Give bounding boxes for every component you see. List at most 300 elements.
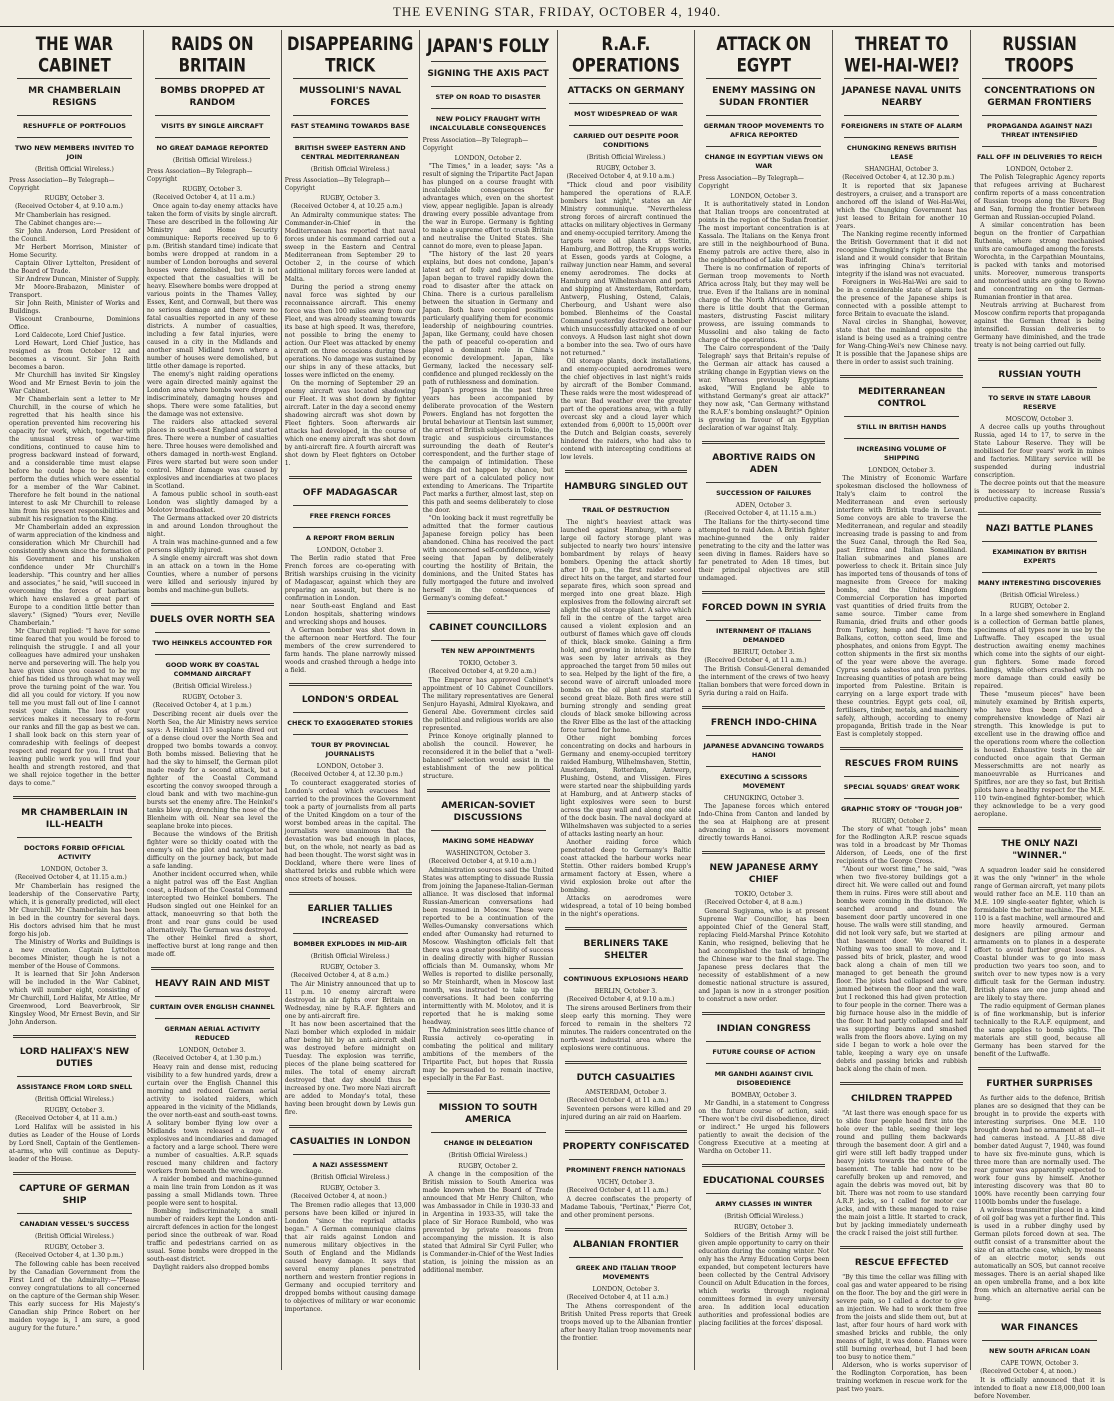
dateline: TOKIO, October 3. [459,660,518,667]
column-4 [420,30,558,1370]
rule [155,115,270,116]
article [9,32,140,788]
sub-headline: GREEK AND ITALIAN TROOP MOVEMENTS [575,1264,677,1281]
dateline: AMSTERDAM, October 3. [585,1089,667,1096]
paragraph: Captain Oliver Lyttelton, President of the Board of Trade. [9,260,140,275]
paragraph: Naval circles in Shanghai, however, state that the mainland opposite the island is being used as a training centre for Wang-Ching-Wei's new Chinese navy. It is possible that the Japanese ships are there in order to assist such training. [836,319,968,366]
dateline: CHUNGKING, October 3. [723,795,804,802]
rule [706,1063,821,1064]
article [423,1091,554,1275]
sub-headline: FREE FRENCH FORCES [309,512,391,520]
paragraph: The Bremen radio alleges that 13,000 persons have been killed or injured in London "since the reprisal attacks began." A German communique claims that air raids against London and numerous military objectives in the South of England and the Midlands caused heavy damage. It says that several enemy planes penetrated northern and western frontier regions in Germany and occupied territory and dropped bombs without causing damage to objectives of military or war economic importance. [284,1202,416,1313]
copyright-line: Press Association—By Telegraph—Copyright [146,168,253,183]
received-time: (Received October 4, at 9.10 a.m.) [428,858,537,865]
paragraph: The Germans attacked over 20 districts in and around London throughout the night. [146,515,278,538]
sub-headline: SIGNING THE AXIS PACT [427,69,549,79]
dateline: LONDON, October 3. [316,547,384,554]
paragraph: The Air Ministry announced that up to 11 p.m. 10 enemy aircraft were destroyed in air fights over Britain on Wednesday, nine by R.A.F. fighters and one by anti-aircraft fire. [284,981,416,1020]
article [836,375,967,739]
paragraph: Oil storage plants, dock installations, and enemy-occupied aerodromes were the chief objectives in last night's raids by aircraft of the Bomber Command. These raids were the most widespread of the war. Bad weather over the greater part of the operations area, with a fully overcast sky and a cloud layer which extended from 6,000ft to 15,000ft over the Dutch and Belgian coasts, severely hindered the raiders, who had also to contend with intercepting conditions at low levels. [560,358,692,461]
article [284,32,416,468]
sub-headline: RESCUES FROM RUINS [844,759,959,769]
sub-headline: EXAMINATION BY BRITISH EXPERTS [992,548,1087,565]
article [423,789,554,1083]
source-credit: (British Official Wireless.) [35,1096,114,1103]
dateline: RUGBY, October 2. [871,818,932,825]
sub-headline: FALL OFF IN DELIVERIES TO REICH [977,153,1103,161]
sub-headline: FORCED DOWN IN SYRIA [701,603,826,613]
sub-headline: DOCTORS FORBID OFFICIAL ACTIVITY [24,844,125,861]
column-headline: ATTACK ON EGYPT [716,32,812,77]
paragraph: Another incident occurred when, while a night patrol was off the East Anglian coast, a Hudson of the Coastal Command intercepted two Heinkel bombers. The Hudson singled out one Heinkel for an attack, manoeuvring so that both the front and rear guns could be used alternatively. The German was destroyed. The other Heinkel fired a short, ineffective burst at long range and then made off. [146,871,278,958]
article [698,32,830,433]
rule [17,137,132,138]
sub-headline: RUSSIAN YOUTH [998,370,1081,380]
column-1 [6,30,144,1370]
dateline: MOSCOW, October 3. [1005,416,1074,423]
sub-headline: NEW POLICY FRAUGHT WITH INCALCULABLE CONSEQUENCES [429,115,547,132]
dateline: SHANGHAI, October 3. [864,166,939,173]
dateline: RUGBY, October 3. [320,1185,381,1192]
sub-headline: CONCENTRATIONS ON GERMAN FRONTIERS [984,86,1095,108]
paragraph: Mr Chamberlain added an expression of warm appreciation of the kindness and consideration which Mr Churchill had consistently shown since the formation of his Government and his unshaken confidence under Mr Churchill's leadership. "This country and her allies and associates," he said, "will succeed in overcoming the forces of barbarism which have enslaved a great part of Europe to a condition little better than slavery." (Signed) "Yours ever, Neville Chamberlain." [9,524,140,627]
received-time: (Received October 4, at 11 a.m.) [566,1097,669,1104]
sub-headline: NO GREAT DAMAGE REPORTED [156,144,269,152]
sub-headline: TWO HEINKELS ACCOUNTED FOR [152,639,273,647]
article [9,1035,140,1164]
sub-headline: STEP ON ROAD TO DISASTER [435,93,541,101]
paragraph: Mr Chamberlain sent a letter to Mr Churchill, in the course of which he regretted that his health since his operation prevented him recovering his capacity for work, which, together with the unusual stress of war-time conditions, continued to cause him to progress backward instead of forward, and a considerable time must elapse before he could hope to be able to perform the duties which were essential for a member of the War Cabinet. Therefore he felt bound in the national interest to ask Mr Churchill to release him from his present responsibilities and submit his resignation to the King. [9,396,140,523]
received-time: (Received October 4, at 1 p.m.) [152,702,252,709]
paragraph: A train was machine-gunned and a few persons slightly injured. [146,539,278,554]
received-time: (Received October 4, at 11 a.m.) [566,1187,669,1194]
article [974,1067,1105,1303]
paragraph: Lord Hewart, Lord Chief Justice, has resigned as from October 12 and becomes a viscount. Sir John Reith becomes a baron. [9,340,140,371]
dateline: RUGBY, October 3. [44,195,105,202]
sub-headline: BOMBER EXPLODES IN MID-AIR [293,940,408,948]
article-divider [702,441,825,444]
article-divider [978,1067,1101,1070]
dateline: LONDON, October 2. [1006,166,1073,173]
received-time: (Received October 4, at noon.) [980,1368,1077,1375]
received-time: (Received October 4, at 11 a.m.) [566,1294,669,1301]
sub-headline: NEW SOUTH AFRICAN LOAN [989,1347,1091,1355]
article-divider [702,1164,825,1167]
article [147,603,278,959]
article [285,683,416,884]
dateline: BEIRUT, October 3. [732,649,795,656]
sub-headline: FOREIGNERS IN STATE OF ALARM [841,122,963,130]
copyright-line: Press Association—By Telegraph—Copyright [9,177,115,192]
paragraph: Sir John Reith, Minister of Works and Buildings. [9,300,140,315]
rule [17,1076,132,1077]
sub-headline: PROMINENT FRENCH NATIONALS [566,1166,686,1174]
paragraph: Another raiding force which penetrated deep to Germany's Baltic coast attacked the harbour works near Stettin. Other raiders bombed Krupp's armament factory at Essen, where a vivid explosion broke out after the bombing. [560,839,692,894]
rule [569,1257,684,1258]
rule [569,968,684,969]
paragraph: Lord Caldecote, Lord Chief Justice. [15,332,126,339]
rule [844,776,959,777]
paragraph: It is learned that Sir John Anderson will be included in the War Cabinet, which will number eight, consisting of Mr Churchill, Lord Halifax, Mr Attlee, Mr Greenwood, Lord Beaverbrook, Sir Kingsley Wood, Mr Ernest Bevin, and Sir John Anderson. [9,971,140,1026]
sub-headline: BERLINERS TAKE SHELTER [583,939,669,961]
paragraph: A similar concentration has been begun on the frontier of Carpathian Ruthenia, where strong mechanised units are camouflaged among the forests. Worochta, in the Carpathian Mountains, is packed with tanks and motorised units. Moreover, numerous transports and motorised units are going to Rowno and concentrating on the German-Rumanian frontier in that area. [974,222,1105,301]
paragraph: Administration sources said the United States was attempting to dissuade Russia from joining the Japanese-Italian-German alliance. It was disclosed that informal Russian-American conversations had been resumed in Moscow. These were reported to be a continuation of the Welles-Oumansky conversations which ended after Oumansky had returned to Moscow. Washington officials felt that there was a greater possibility of success in dealing directly with higher Russian officials than M. Oumansky, whom Mr Welles is reported to dislike personally, so Mr Steinhardt, when in Moscow last month, was instructed to take up the conversations. It had been conferring intermittently with M. Molotov, and it is reported that he is making some headway. [422,867,554,1026]
paragraph: Foreigners in Wei-Hai-Wei are said to be in a considerable state of alarm lest the presence of the Japanese ships is connected with a possible attempt to force Britain to evacuate the island. [836,279,968,318]
paragraph: Bombing indiscriminately, a small number of raiders kept the London anti-aircraft defences in action for the longest period since the outbreak of war. Road traffic and pedestrians carried on as usual. Some bombs were dropped in the south-east district. [146,1208,278,1263]
rule [982,115,1097,116]
sub-headline: HEAVY RAIN AND MIST [155,979,270,989]
column-headline: DISAPPEARING TRICK [287,32,414,77]
article [285,476,416,675]
dateline: LONDON, October 3. [178,1047,246,1054]
article [146,32,278,595]
article [836,747,967,1074]
column-8 [971,30,1108,1400]
rule [293,712,408,713]
article [423,611,554,781]
paragraph: Describing recent air duels over the North Sea, the Air Ministry news service says: A Heinkel 115 seaplane dived out of a dense cloud over the North Sea and dropped two bombs towards a convoy. Both bombs missed. Believing that he had the sky to himself, the German pilot made ready for a second attack, but a fighter of the Coastal Command escorting the convoy swooped through a cloud bank and with two machine-gun bursts set the enemy afire. The Heinkel's tanks blew up, drenching the nose of the Blenheim with oil. Near sea level the seaplane broke into pieces. [146,711,278,830]
sub-headline: RESCUE EFFECTED [854,1258,949,1268]
sub-headline: GERMAN TROOP MOVEMENTS TO AFRICA REPORTED [703,122,825,139]
sub-headline: FRENCH INDO-CHINA [710,718,817,728]
rule [155,632,270,633]
sub-headline: ATTACKS ON GERMANY [567,86,685,96]
article [974,512,1105,819]
article [698,591,829,698]
paragraph: The Berlin radio stated that Free French forces are co-operating with British warships cruising in the vicinity of Madagascar, against which they are preparing an assault, but there is no confirmation in London. [284,555,416,602]
sub-headline: DUTCH CASUALTIES [576,1073,676,1083]
rule [155,137,270,138]
paragraph: To counteract exaggerated stories of London's ordeal which evacuees had carried to the provinces the Government took a party of journalists from all parts of the United Kingdom on a tour of the worst bombed areas in the capital. The journalists were unanimous that the devastation was bad enough in places, but, on the whole, not nearly as bad as had been thought. The worst sight was in Dockland, where there were lines of shattered bricks and rubble which were once streets of houses. [284,780,416,883]
rule [569,78,684,79]
sub-headline: CASUALTIES IN LONDON [289,1137,411,1147]
paragraph: The radio equipment of German planes is of fine workmanship, but is inferior technically to the R.A.F. equipment, and the same applies to bomb sights. The materials are still good, because all Germany has been starved for the benefit of the Luftwaffe. [974,1003,1105,1058]
paragraph: A change in the composition of the British mission to South America was made known when the Board of Trade announced that Mr Henry Chilton, who was Ambassador in Chile in 1930-33 and in Argentina in 1933-35, will take the place of Sir Horace Rumbold, who was prevented by private reasons from accompanying the mission. It is also stated that Admiral Sir Cyril Fuller, who is Commander-in-Chief of the West Indies station, is joining the mission as an additional member. [422,1171,554,1274]
sub-headline: ALBANIAN FRONTIER [573,1240,679,1250]
sub-headline: EDUCATIONAL COURSES [702,1176,825,1186]
rule [982,572,1097,573]
paragraph: Heavy rain and dense mist, reducing visibility to a few hundred yards, drew a curtain over the English Channel this morning and reduced German aerial activity to isolated raiders, which appeared in the vicinity of the Midlands, the over north-east and south-east towns. A solitary bomber flying low over a Midlands town released a row of explosives and incendiaries and damaged a factory and a large school. There were a number of casualties. A.R.P. squads rescued many children and factory workers from beneath the wreckage. [146,1064,278,1175]
article-divider [565,927,688,930]
article [974,32,1105,350]
article-divider [151,967,274,970]
sub-headline: INCREASING VOLUME OF SHIPPING [856,445,947,462]
rule [431,108,546,109]
article-divider [840,747,963,750]
article [698,1164,829,1328]
rule [569,125,684,126]
paragraph: "About our worst time," he said, "was when two five-storey buildings got a direct hit. We were called out and found them in ruins. Fires were still about and bombs were coming in the distance. We searched around and found the basement door partly uncovered in one house. The walls were still standing, and did not look very safe, but we started at that basement door. We cleared it. Nothing was too small to move, and I passed bits of brick, plaster, and wood back along a chain of men till we managed to get beneath the ground floor. The joists had collapsed and were jammed between the floor and the wall, but I reckoned this had given protection to four people in the corner. There was a big furnace house also in the middle of the floor. It had partly collapsed and half was supporting beams and smashed walls from the floors above. Lying on my side I began to work a hole over the table, keeping a wary eye on unsafe debris and passing bricks and rubbish back along the chain of men. [836,866,968,1073]
sub-headline: FAST STEAMING TOWARDS BASE [290,122,410,130]
sub-headline: TOUR BY PROVINCIAL JOURNALISTS [310,741,390,758]
paragraph: The following cable has been received by the Canadian Government from the First Lord of the Admiralty:—"Please convey congratulations to all concerned on the capture of the German ship Weser. This early success for His Majesty's Canadian ship Prince Robert on her maiden voyage is, I am sure, a good augury for the future." [9,1261,140,1332]
article-divider [978,827,1101,830]
paragraph: Prince Konoye originally planned to abolish the council. However, he reconsidered it in the belief that a "well-balanced" selection would assist in the establishment of the new political structure. [422,733,554,780]
article [561,1228,692,1343]
paragraph: Mr Chamberlain has resigned the leadership of the Conservative Party, which, it is generally predicted, will elect Mr Churchill. Mr Chamberlain has been in bed in the country for several days. His doctors advised him that he must forgo his job. [9,883,140,938]
dateline: TOKIO, October 3. [734,891,793,898]
sub-headline: EARLIER TALLIES INCREASED [307,904,393,926]
paragraph: "On looking back it must regretfully be admitted that the former cautious Japanese foreign policy has been abandoned. China has received the pact with unconcerned self-confidence, wisely seeing that Japan by deliberately courting the hostility of Britain, the dominions, and the United States has fully mortgaged the future and involved herself in the consequences of Germany's coming defeat." [422,515,554,602]
rule [982,78,1097,79]
sub-headline: MR CHAMBERLAIN IN ILL-HEALTH [21,808,128,830]
paragraph: The Italians for the thirty-second time attempted to raid Aden. A British fighter machine-gunned the only raider penetrating to the city and the latter was seen diving in flames. Raiders have so far penetrated to Aden 18 times, but their principal objectives are still undamaged. [698,519,830,582]
sub-headline: DUELS OVER NORTH SEA [149,615,275,625]
paragraph: On the morning of September 29 an enemy aircraft was located shadowing our Fleet. It was shot down by fighter aircraft. Later in the day a second enemy shadowing aircraft was shot down by Fleet fighters. Soon afterwards air attacks had developed, in the course of which one enemy aircraft was shot down by anti-aircraft fire. A fourth aircraft was shot down by Fleet fighters on October 1. [284,380,416,467]
sub-headline: MR GANDHI AGAINST CIVIL DISOBEDIENCE [714,1070,814,1087]
rule [17,1213,132,1214]
column-6 [695,30,833,1370]
paragraph: The story of what "tough jobs" mean for the Rodlington A.R.P. rescue squads was told in a broadcast by Mr Thomas Alderson, of Leeds, one of the first recipients of the George Cross. [836,826,968,865]
paragraph: Mr Churchill has invited Sir Kingsley Wood and Mr Ernest Bevin to join the War Cabinet. [9,372,140,395]
sub-headline: RESHUFFLE OF PORTFOLIOS [22,122,126,130]
sub-headline: CHILDREN TRAPPED [851,1094,953,1104]
rule [155,78,270,79]
paragraph: Once again to-day enemy attacks have taken the form of visits by single aircraft. These are described in the following Air Ministry and Home Security communique: Reports received up to 6 p.m. (British standard time) indicate that bombs were dropped at random in a number of London boroughs and several houses were demolished, but it is not expected that the casualties will be heavy. Elsewhere bombs were dropped at various points in the Thames Valley, Essex, Kent, and Cornwall, but there was no serious damage and there were no fatal casualties reported in any of these districts. A number of casualties, including a few fatal injuries, were caused in a city in the Midlands and another small Midland town where a number of houses were demolished, but little other damage is reported. [146,203,278,370]
paragraph: A famous public school in south-east London was slightly damaged by a Molotov breadbasket. [146,491,278,514]
sub-headline: CHANGE IN EGYPTIAN VIEWS ON WAR [704,153,824,170]
paragraph: The Ministry of Economic Warfare spokesman disclosed the hollowness of Italy's claim to control the Mediterranean and even seriously interfere with British trade in Levant. Some convoys are able to traverse the Mediterranean, and regular and steadily increasing trade is passing to and from the Suez Canal, through the Red Sea, past Eritrea and Italian Somaliland. Italian submarines and planes are powerless to check it. Britain since July has imported tens of thousands of tons of magnesite from Greece for making bombs, and the United Kingdom Commercial Corporation has imported vast quantities of dried fruits from the same source. Timber came from Rumania, dried fruits and other goods from Turkey, hemp and flax from the Balkans, cotton, cotton seed, lime and phosphates, and onions from Egypt. The cotton shipments in the first six months of the year were above the average. Cyprus sends asbestos and iron pyrites. Increasing quantities of potash are being imported from Palestine. Britain is carrying on a large export trade with these countries. Egypt gets coal, oil, fertilisers, timber, metals, and machinery safely, although, according to enemy propaganda, British trade in the Near East is completely stopped. [836,475,968,738]
article [974,358,1105,504]
source-credit: (British Official Wireless.) [724,1213,804,1220]
article-divider [702,1012,825,1015]
article-divider [427,611,550,614]
article [285,1125,416,1314]
sub-headline: LORD HALIFAX'S NEW DUTIES [19,1047,130,1069]
dateline: RUGBY, October 3. [44,1244,105,1251]
sub-headline: FUTURE COURSE OF ACTION [712,1048,816,1056]
received-time: (Received October 4, at 11.15 a.m.) [15,874,127,881]
article-divider [289,476,412,479]
rule [844,438,959,439]
dateline: LONDON, October 3. [868,467,936,474]
paragraph: The British Consul-General demanded the internment of the crews of two heavy Italian bombers that were forced down in Syria during a raid on Haifa. [698,666,830,697]
rule [293,505,408,506]
paragraph: The Cabinet changes are:— [15,220,102,227]
column-7 [833,30,971,1393]
sub-headline: CHUNGKING RENEWS BRITISH LEASE [846,144,957,161]
sub-headline: NEW JAPANESE ARMY CHIEF [709,863,819,885]
sub-headline: BOMBS DROPPED AT RANDOM [160,86,265,108]
received-time: (Received October 4, at 9.20 a.m.) [428,668,537,675]
sub-headline: PROPERTY CONFISCATED [562,1142,690,1152]
received-time: (Received October 4, at 11 a.m.) [704,657,807,664]
rule [706,620,821,621]
dateline: RUGBY, October 3. [320,964,381,971]
paragraph: It is officially announced that it is intended to float a new £18,000,000 loan before November. [974,1377,1105,1400]
source-credit: (British Official Wireless.) [172,683,252,690]
dateline: CAPE TOWN, October 3. [1000,1360,1079,1367]
dateline: BOMBAY, October 3. [731,1092,797,1099]
paragraph: The Emperor has approved Cabinet's appointment of 10 Cabinet Councillors. The military representatives are General Senjuro Hayashi, Admiral Kiyokawa, and General Abe. Government circles said the political and religious worlds are also represented. [422,677,554,732]
sub-headline: JAPANESE ADVANCING TOWARDS HANOI [703,742,825,759]
article-divider [427,789,550,792]
article [698,851,829,1004]
article-divider [565,1228,688,1231]
rule [155,996,270,997]
rule [431,61,546,62]
column-5 [558,30,696,1370]
rule [569,1159,684,1160]
sub-headline: CHANGE IN DELEGATION [443,1139,533,1147]
sub-headline: CARRIED OUT DESPITE POOR CONDITIONS [573,132,679,149]
sub-headline: TEN NEW APPOINTMENTS [441,647,535,655]
rule [431,640,546,641]
rule [293,78,408,79]
rule [431,86,546,87]
paragraph: Mr Churchill replied: "I have for some time feared that you would be forced to relinquish the struggle. I and all your colleagues have admired your unshaken nerve and persevering will. The help you have given since you ceased to be my chief has tided us through what may well prove the turning point of the war. You did all you could for victory. If you now tell me you must fall out of line I cannot resist your claim. The loss of your services makes it necessary to re-form our ranks and fill the gap as best we can. I shall look back on this stern year of comradeship with feelings of deepest respect and regard for you. I trust that leaving public work you will find your health and strength restored, and that we shall rejoice together in the better days to come." [9,628,140,787]
dateline: RUGBY, October 3. [320,195,381,202]
source-credit: (British Official Wireless.) [310,166,390,173]
paragraph: "By this time the cellar was filling with coal gas and water appeared to be rising on the floor. The boy and the girl were in severe pain, so I called a doctor to give an injection. We had to work them free from the joists and slide them out, but at last, after four hours of hard work with smashed bricks and rubble, the only means of light, it was done. Flames were still burning overhead, but I had been too busy to notice them." [836,1274,968,1361]
column-headline: THREAT TO WEI-HAI-WEI? [844,32,960,77]
sub-headline: EXECUTING A SCISSORS MOVEMENT [720,773,808,790]
sub-headline: AMERICAN-SOVIET DISCUSSIONS [441,801,535,823]
article [561,927,692,1053]
masthead: THE EVENING STAR, FRIDAY, OCTOBER 4, 1940. [0,4,1114,27]
sub-headline: NAZI BATTLE PLANES [985,524,1094,534]
paragraph: "The Times," in a leader, says: "As a result of signing the Tripartite Pact Japan has plunged on a course fraught with incalculable consequences for advantages which, even on the shortest view, appear negligible. Japan is already drawing every possible advantage from the war in Europe. Germany is fighting to make a supreme effort to crush Britain and neutralise the United States. She cannot do more, even to please Japan. [422,163,554,250]
rule [844,416,959,417]
dateline: LONDON, October 3. [592,1286,660,1293]
received-time: (Received October 4, at 1.30 p.m.) [152,1055,262,1062]
article [560,32,692,462]
article-divider [289,892,412,895]
dateline: RUGBY, October 3. [596,165,656,172]
copyright-line: Press Association—By Telegraph—Copyright [698,175,804,190]
article [836,1082,967,1238]
article [698,441,829,583]
sub-headline: THE ONLY NAZI "WINNER." [1001,839,1078,861]
paragraph: A decree confiscates the property of Madame Tabouis, "Pertinax," Pierre Cot, and other prominent persons. [560,1196,692,1219]
article-divider [978,1311,1101,1314]
paragraph: near South-east England and East London hospitals, shattering windows and wrecking shops and houses. [284,603,416,626]
dateline: RUGBY, October 3. [733,1224,794,1231]
paragraph: General Sugiyama, who is at present Supreme War Councillor, has been appointed Chief of the General Staff, replacing Field-Marshal Prince Kotohito Kanin, who resigned, believing that he had accomplished the task of bringing the Chinese war to the final stage. The Japanese press declares that the necessity of establishment of a new domestic national structure is assured, and Japan is now in a stronger position to construct a new order. [698,908,830,1003]
column-headline: RAIDS ON BRITAIN [171,32,254,77]
sub-headline: ENEMY MASSING ON SUDAN FRONTIER [712,86,816,108]
article [561,1130,692,1220]
dateline: VICHY, October 3. [597,1179,655,1186]
paragraph: The night's heaviest attack was launched against Hamburg, where a large oil factory storage plant was subjected to nearly two hours' intensive bombardment by relays of heavy bombers. Opening the attack shortly after 10 p.m., the first raider scored direct hits on the target, and started four separate fires, which soon spread and merged into one great blaze. High explosives from the following aircraft set alight the oil storage plant. A salvo which fell in the centre of the target area caused a violent explosion and an outburst of flames which gave off clouds of thick, black smoke. Gaining a firm hold, and growing in intensity, this fire was seen by later arrivals as they approached the target from 50 miles out to sea. Helped by the light of the fire, a second wave of aircraft unloaded more bombs on the oil plant and started a second great blaze. Both fires were still burning strongly and sending great clouds of black smoke billowing across the River Elbe as the last of the attacking force turned for home. [560,519,692,734]
dateline: LONDON, October 3. [316,763,384,770]
copyright-line: Press Association—By Telegraph—Copyright [422,137,529,152]
article-divider [978,358,1101,361]
rule [17,78,132,79]
dateline: ADEN, October 3. [735,502,792,509]
paragraph: A decree calls up youths throughout Russia, aged 14 to 17, to serve in the State Labour Reserve. They will be mobilised for four years' work in mines and factories. Military service will be suspended during industrial conscription. [974,424,1105,479]
sub-headline: GRAPHIC STORY OF "TOUGH JOB" [840,805,963,813]
paragraph: It is reported that six Japanese destroyers, a cruiser, and a transport are anchored off the island of Wei-Hai-Wei, which the Chungking Government has just leased to Britain for another 10 years. [836,183,968,230]
article [285,892,416,1117]
source-credit: (British Official Wireless.) [310,1174,390,1181]
sub-headline: MISSION TO SOUTH AMERICA [438,1103,538,1125]
paragraph: An Admiralty communique states: The Commander-in-Chief in the Mediterranean has reported that naval forces under his command carried out a sweep in the Eastern and Central Mediterranean from September 29 to October 2, in the course of which additional military forces were landed at Malta. [284,212,416,283]
column-headline: THE WAR CABINET [35,32,114,77]
rule [293,933,408,934]
article [974,1311,1105,1401]
dateline: RUGBY, October 2. [1009,603,1070,610]
received-time: (Received October 4, at 1.30 p.m.) [15,1252,124,1259]
rule [17,837,132,838]
paragraph: The raiders also attacked several places in south-east England and started fires. There were a number of casualties here. Three houses were demolished and others damaged in north-west England. Fires were started but were soon under control. Minor damage was caused by explosives and incendiaries at two places in Scotland. [146,419,278,490]
paragraph: "Japan's progress in the past three years has been accompanied by deliberate provocation of the Western Powers. England has not forgotten the brutal behaviour at Tientsin last summer, the arrest of British subjects in Tokio, the tragic and suspicious circumstances surrounding the death of Reuter's correspondent, and the further stage of the campaign of intimidation. These things did not happen by chance, but were part of a calculated policy now extending to Americans. The Tripartite Pact marks a further, almost last, step on this path and seems deliberately to close the door. [422,387,554,514]
article [836,1246,967,1394]
sub-headline: CABINET COUNCILLORS [429,623,548,633]
sub-headline: FURTHER SURPRISES [986,1079,1093,1089]
paragraph: The Nanking regime recently informed the British Government that it did not recognise Chungking's right to lease the island and it would consider that Britain was infringing China's territorial integrity if the island was not evacuated. [836,231,968,278]
source-credit: (British Official Wireless.) [1000,592,1079,599]
dateline: RUGBY, October 2. [458,1163,518,1170]
rule [982,1340,1097,1341]
paragraph: The Athens correspondent of the British United Press reports that Greek troops moved up to the Albanian frontier after heavy Italian troop movements near the frontier. [560,1303,692,1342]
rule [293,115,408,116]
article [9,796,140,1027]
paragraph: It has now been ascertained that the Nazi bomber which exploded in midair after being hit by an anti-aircraft shell was destroyed before midnight on Tuesday. The explosion was terrific, pieces of the plane being scattered for miles. The total of enemy aircraft destroyed that day should thus be increased by one. Two more Nazi aircraft are added to Monday's total, these having been brought down by Lewis gun fire. [284,1021,416,1116]
rule [155,654,270,655]
paragraph: "At last there was enough space for us to slide four people head first into the hole over the table, seeing their legs round and pulling them backwards through the basement door. A girl and a girl were still left badly trapped under heavy joists towards the centre of the basement. The table had now to be carefully broken up and removed, and again the debris was moved out, bit by bit. There was not room to use standard A.R.P. jacks, so I called for motor car jacks, and with these managed to raise the main joist a little. It started to crack, but by jacking immediately underneath the crack I raised the joist still further. [836,1110,968,1237]
paragraph: The enemy's night raiding operations were again directed mainly against the London area where bombs were dropped indiscriminately, damaging houses and shops. There were some fatalities, but the damage was not extensive. [146,371,278,418]
sub-headline: VISITS BY SINGLE AIRCRAFT [161,122,264,130]
article [422,34,554,603]
received-time: (Received October 4, at 11.15 a.m.) [704,510,817,517]
paragraph: Seventeen persons were killed and 29 injured during an air raid on Haarlem. [560,1106,692,1121]
received-time: (Received October 4, at 9.10 a.m.) [566,173,675,180]
rule [844,78,959,79]
rule [293,1154,408,1155]
source-credit: (British Official Wireless.) [35,1233,114,1240]
sub-headline: A REPORT FROM BERLIN [305,534,395,542]
rule [844,798,959,799]
rule [569,499,684,500]
dateline: RUGBY, October 3. [182,694,243,701]
paragraph: The Polish Telegraphic Agency reports that refugees arriving at Bucharest confirm reports of a mass concentration of Russian troops along the Rivers Bug and San, forming the frontier between German and Russian-occupied Poland. [974,174,1105,221]
paragraph: Sir Andrew Duncan, Minister of Supply. [15,276,140,283]
source-credit: (British Official Wireless.) [172,157,252,164]
sub-headline: JAPANESE NAVAL UNITS NEARBY [841,86,962,108]
sub-headline: SUCCESSION OF FAILURES [716,489,812,497]
received-time: (Received October 4, at 9.10 a.m.) [566,996,675,1003]
paragraph: The Cairo correspondent of the 'Daily Telegraph' says that Britain's repulse of the German air attack has caused a striking change in Egyptian views on the war. Whereas previously Egyptians asked, "Will England be able to withstand Germany's great air attack?" they now ask, "Can Germany withstand the R.A.F.'s bombing onslaught?" Opinion is growing in favour of an Egyptian declaration of war against Italy. [698,345,830,432]
dateline: RUGBY, October 3. [182,186,243,193]
rule [706,482,821,483]
paragraph: Neutrals arriving at Bucharest from Moscow confirm reports that propaganda against the German threat is being intensified. Russian deliveries to Germany have diminished, and the trade treaty is not being carried out fully. [974,302,1105,349]
rule [293,734,408,735]
column-headline: R.A.F. OPERATIONS [571,32,680,77]
received-time: (Received October 4, at 10.25 a.m.) [290,203,403,210]
rule [706,115,821,116]
rule [844,137,959,138]
article [147,967,278,1272]
rule [982,387,1097,388]
dateline: LONDON, October 2. [454,155,522,162]
sub-headline: CAPTURE OF GERMAN SHIP [19,1184,130,1206]
sub-headline: BRITISH SWEEP EASTERN AND CENTRAL MEDITERRANEAN [294,144,406,161]
column-headline: JAPAN'S FOLLY [426,34,550,58]
article [9,1172,140,1333]
dateline: LONDON, October 3. [41,866,108,873]
sub-headline: A NAZI ASSESSMENT [312,1161,388,1169]
sub-headline: SPECIAL SQUADS' GREAT WORK [843,783,960,791]
rule [706,78,821,79]
sub-headline: LONDON'S ORDEAL [301,695,399,705]
rule [982,146,1097,147]
article-divider [13,796,136,799]
column-2 [144,30,282,1370]
received-time: (Received October 4, at 9.10 a.m.) [15,203,123,210]
paragraph: Sir John Anderson, Lord President of the Council. [9,228,140,243]
paragraph: Mr Gandhi, in a statement to Congress on the future course of action, said: "There won't be civil disobedience, direct or indirect." He urged his followers patiently to await the decision of the Congress Executive at a meeting at Wardha on October 11. [698,1100,830,1155]
